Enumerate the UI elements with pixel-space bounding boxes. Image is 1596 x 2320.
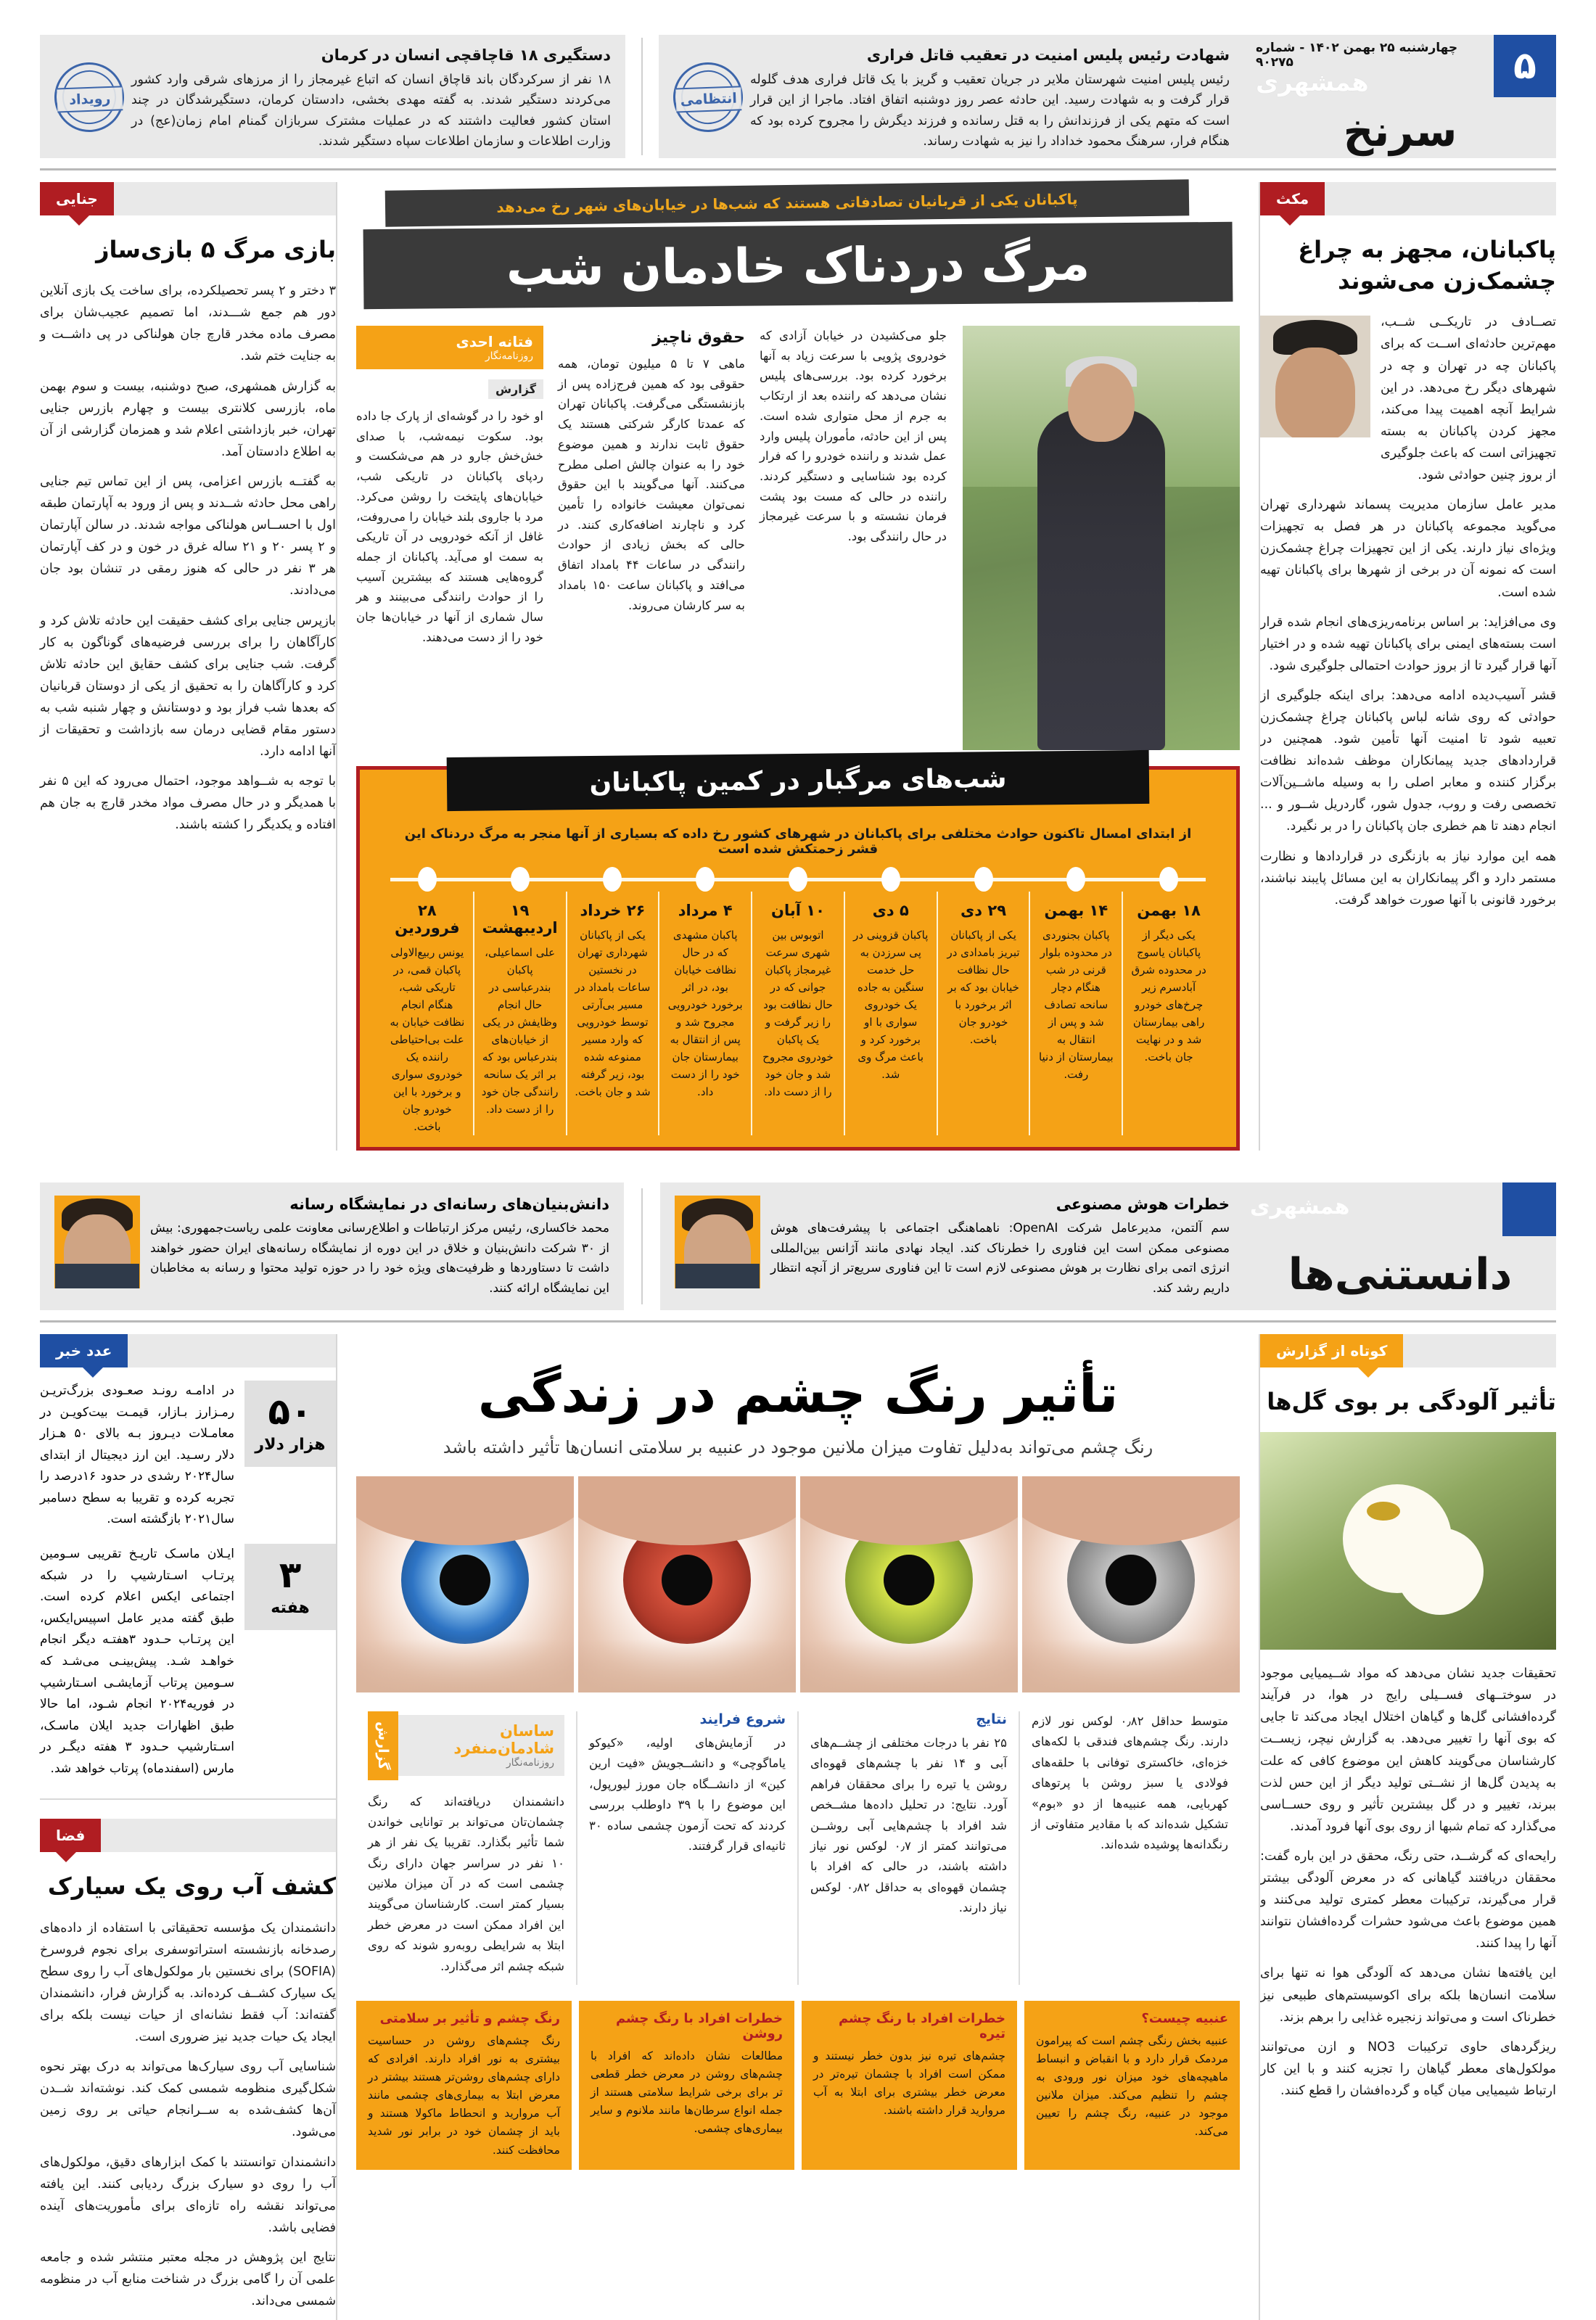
note-text: مطالعات نشان داده‌اند که افراد با چشم‌های روشن در معرض خطر قطعی تر برای برخی شرایط سلامتی هستند از جمله انواع سرطان‌ها مانند ملانوم و سایر بیماری‌های چشمی. <box>591 2049 783 2136</box>
paragraph: متوسط حداقل ۰٫۸۲ لوکس نور لازم دارند. رنگ چشم‌های فندقی با لکه‌های خزه‌ای، خاکستری توفانی با حلقه‌های فولادی یا سبز روشن با پرتوهای کهربایی، همه عنبیه‌ها از دو «بوم» تشکیل شده‌اند که با مقادیر متفاوتی از رنگدانه‌ها پوشیده شده‌اند. <box>1032 1714 1228 1852</box>
issue-line: چهارشنبه ۲۵ بهمن ۱۴۰۲ - شماره ۹۰۲۷۵ <box>1256 41 1458 70</box>
right-column <box>1260 182 1556 1151</box>
section-divider <box>40 1798 336 1800</box>
space-title: کشف آب روی یک سیارک <box>47 1872 336 1901</box>
pupil <box>440 1555 490 1605</box>
bottom-grid <box>40 1334 1556 2320</box>
hero-kicker-wrap <box>356 182 1240 224</box>
portrait-photo <box>1260 316 1370 437</box>
number-unit: هزار دلار <box>255 1436 326 1454</box>
paragraph: تحقیقات جدید نشان می‌دهد که مواد شــیمیایی موجود در سوختــهای فســیلی رایج در هوا، در فرآیند گرده‌افشانی گل‌ها و گیاهان اختلال ایجاد می‌کند تا جایی که بوی آنها را تغییر می‌دهد. به گزارش نیچر، زیســت کارشناسان می‌گویند کاهش این موضوع کافی که علت به پدیدن گل‌ها از نشــتی تولید دیگر از این حس لذت ببرند، تغییر و در گل بیشترین تأثیر و روی حســاسی می‌گذارد که تمام شبها از روی بوی آنها فرود آمدند. <box>1260 1666 1556 1834</box>
hero-headline-wrap <box>356 226 1240 311</box>
section-logo: سرنخ <box>1343 106 1457 156</box>
section-header-space <box>40 1819 336 1852</box>
main-grid <box>40 182 1556 1151</box>
note-title: رنگ چشم و تأثیر بر سلامتی <box>379 2010 560 2026</box>
paragraph: جلو می‌کشیدن در خیابان آزادی که خودروی پژویی با سرعت زیاد به آنها برخورد کرده بود. بررسی‌های پلیس نشان می‌دهد که راننده بعد از ارتکاب به جرم از محل متواری شده است. پس از این حادثه، مأموران پلیس وارد عمل شدند و راننده خودرو را که فرار کرده بود شناسایی و دستگیر کردند. راننده در حالی که مست بود پشت فرمان نشسته و با سرعت غیرمجاز در حال رانندگی بود. <box>760 329 947 544</box>
facts-news-divider <box>641 1188 643 1304</box>
pupil <box>884 1555 934 1605</box>
eye-article <box>337 1334 1259 2320</box>
top-bar <box>40 35 1556 158</box>
byline-tag: گزارش <box>488 379 543 399</box>
photo-head <box>1068 363 1135 442</box>
section-header-meks <box>1260 182 1556 215</box>
paragraph: قشر آسیب‌دیده ادامه می‌دهد: برای اینکه جلوگیری از حوادثی که روی شانه لباس پاکبانان چراغ چشمک‌زن تعبیه شود تا امنیت آنها تأمین شود. همچنین در قراردادهای جدید پیمانکاران موظف شده‌اند نظافت برگزار کننده و معابر اصلی را به وسیله ماشــین‌آلات تخصصی رفت و روب، جدول شور، گاردریل شــور و ... انجام دهند تا هم خطری جان پاکبانان را در بر نگیرد. <box>1260 688 1556 834</box>
number-badge <box>244 1544 336 1630</box>
portrait-photo <box>675 1196 760 1288</box>
flower-photo <box>1260 1432 1556 1650</box>
byline-box <box>356 326 543 369</box>
byline-role: روزنامه‌نگار <box>485 350 533 362</box>
eye-photo-green <box>800 1476 1018 1692</box>
bottom-right-body <box>1260 1663 1556 2102</box>
section-tag-label: فضا <box>40 1819 101 1852</box>
eye-col-1 <box>577 1711 799 1985</box>
top-news-item-0[interactable] <box>659 35 1244 158</box>
timeline-event <box>474 892 567 1135</box>
number-value: ۵۰ <box>268 1391 313 1433</box>
number-badge <box>244 1381 336 1467</box>
stamp-label: رویداد <box>57 86 123 112</box>
number-news-text: ایـلان ماسـک تاریـخ تقریبی سـومین پرتـاب اسـتارشیپ را در شبکه اجتماعی ایکس اعلام کرده است. طبق گفته مدیر عامل اسپیس‌ایکس، این پرتـاب حـدود ۳هفتـه دیگر انجام خواهـد شـد. پیش‌بینـی می‌شـد که سـومین پرتاب آزمایشـی اسـتارشیپ در فوریه۲۰۲۴ انجام شـود، اما حالا طبق اظهارات جدید ایلان ماسـک، اسـتارشیپ حـدود ۳ هفته دیگـر در مارس (اسفندماه) پرتاب خواهد شد. <box>40 1547 234 1776</box>
timeline-title: شب‌های مرگبار در کمین پاکبانان <box>447 750 1150 811</box>
hero-col-0 <box>760 326 947 750</box>
section-header-crime <box>40 182 336 215</box>
band-rule <box>40 1320 1556 1323</box>
top-news-item-1[interactable] <box>40 35 625 158</box>
masthead-right <box>1244 35 1488 96</box>
note-text: چشم‌های تیره نیز بدون خطر نیستند و ممکن است افراد با چشمان تیره‌تر در معرض خطر بیشتری برای ابتلا به آب مروارید قرار داشته باشند. <box>813 2049 1005 2118</box>
timeline-event <box>659 892 752 1135</box>
paragraph: دانشمندان توانستند با کمک ابزارهای دقیق، مولکول‌های آب را روی دو سیارک بزرگ ردیابی کنند. این یافته می‌تواند نقشه راه تازه‌ای برای مأموریت‌های آینده فضایی باشد. <box>40 2155 336 2235</box>
facts-paper-name: همشهری <box>1250 1194 1350 1219</box>
face-shape <box>1275 347 1355 437</box>
timeline-date: ۱۹ اردیبهشت <box>482 902 558 937</box>
paragraph: ۳ دختر و ۲ پسر تحصیلکرده، برای ساخت یک بازی آنلاین دور هم جمع شـــدند، اما تصمیم عجیب‌شان برای مصرف ماده مخدر قارچ جان هولناکی در پی داشــت و به جنایت ختم شد. <box>40 284 336 364</box>
right-column-title: پاکبانان، مجهز به چراغ چشمک‌زن می‌شوند <box>1298 236 1556 295</box>
section-tag-label: جنایی <box>40 182 114 215</box>
eye-col-0 <box>356 1711 577 1985</box>
facts-news-strip <box>40 1182 1244 1310</box>
event-stamp-icon <box>46 54 133 141</box>
note-text: رنگ چشم‌های روشن در حساسیت بیشتری به نور افراد دارند. افرادی که دارای چشم‌های روشن‌تر هستند بیشتر در معرض ابتلا به بیماری‌های چشمی مانند آب مروارید و انحطاط ماکولا هستند و باید از چشمان خود در برابر نور شدید محافظت کنند. <box>368 2033 560 2157</box>
eye-photo-red <box>578 1476 796 1692</box>
note-box-2 <box>802 2001 1017 2170</box>
timeline-date: ۱۸ بهمن <box>1137 902 1201 919</box>
paragraph: ماهی ۷ تا ۵ میلیون تومان، همه حقوقی بود که همین فرج‌زاده پس از بازنشستگی می‌گرفت. پاکبانان تهران که عمدتا کارگر شرکتی هستند یک حقوق ثابت ندارند و همین موضوع خود را به عنوان چالش اصلی مطرح می‌کنند. آنها می‌گویند با این حقوق نمی‌توان معیشت خانواده را تأمین کرد و ناچارند اضافه‌کاری کنند. در حالی که بخش زیادی از حوادث رانندگی در ساعات ۴۴ بامداد اتفاق می‌افتد و پاکبانان ساعت ۱۵۰ بامداد به سر کارشان می‌روند. <box>558 357 745 612</box>
timeline-event <box>1123 892 1214 1135</box>
timeline-dot-icon <box>511 867 530 892</box>
timeline-text: یکی از پاکبانان تبریز بامدادی در حال نظافت خیابان بود که بر اثر برخورد با خودرو جان باخت. <box>947 929 1020 1046</box>
timeline-event <box>382 892 474 1135</box>
note-title: خطرات افراد با رنگ چشم روشن <box>615 2010 783 2041</box>
eye-col-2 <box>799 1711 1020 1985</box>
timeline-title-wrap <box>360 763 1236 826</box>
timeline-panel <box>356 763 1240 1151</box>
paragraph: به گزارش همشهری، صبح دوشنبه، بیست و سوم بهمن ماه، بازرسی کلانتری بیست و چهارم بازرس جنایی تهران، خبر بازداشتی اعلام شد و همزمان گزارشی از آن به اطلاع دادستان آمد. <box>40 379 336 459</box>
column-divider <box>336 182 337 1151</box>
timeline-text: پاکبان قزوینی در پی سرزدن به حل خدمت سنگین به جاده یک خودروی سواری با او برخورد کرد و باعث مرگ وی شد. <box>853 929 929 1081</box>
timeline-date: ۵ دی <box>872 902 909 919</box>
report-author-role: روزنامه‌نگار <box>506 1757 554 1769</box>
eye-col-subhead: شروع فرایند <box>699 1711 786 1727</box>
timeline-dot-icon <box>974 867 993 892</box>
report-tag-label: گزارش <box>368 1711 398 1780</box>
shoulders-shape <box>675 1264 760 1288</box>
space-body <box>40 1917 336 2313</box>
column-divider <box>336 1334 337 2320</box>
paragraph: ریزگردهای حاوی ترکیبات NO3 و ازن می‌توانند مولکول‌های معطر گیاهان را تجزیه کنند و با این کار ارتباط شیمیایی میان گیاه و گرده‌افشان را قطع کنند. <box>1260 2039 1557 2098</box>
masthead-top <box>1244 35 1556 104</box>
left-column <box>40 182 336 1151</box>
eye-photo-blue <box>356 1476 574 1692</box>
timeline-text: یونس ربیع‌الاولی پاکبان قمی، در تاریکی شب، هنگام انجام نظافت خیابان به علت بی‌احتیاطی راننده یک خودروی سواری و برخورد با این خودرو جان باخت. <box>390 946 465 1133</box>
timeline-text: یکی از پاکبانان شهرداری تهران در نخستین ساعات بامداد در مسیر بی‌آرتی توسط خودرویی که وارد مسیر ممنوعه شده بود، زیر گرفته شد و جان باخت. <box>575 929 651 1098</box>
masthead-bottom <box>1244 104 1556 158</box>
pupil <box>1106 1555 1156 1605</box>
left-column-body <box>40 280 336 836</box>
section-band-facts <box>40 1182 1556 1310</box>
hero-kicker: پاکبانان یکی از قربانیان تصادفاتی هستند که شب‌ها در خیابان‌های شهر رخ می‌دهد <box>385 179 1190 226</box>
timeline-date: ۴ مرداد <box>678 902 733 919</box>
bottom-right-column <box>1260 1334 1556 2320</box>
page-number: ۵ <box>1494 35 1556 97</box>
section-tag-label: مکث <box>1260 182 1325 215</box>
eye-article-title: تأثیر رنگ چشم در زندگی <box>477 1363 1119 1424</box>
timeline-dot-icon <box>1159 867 1178 892</box>
eye-article-columns <box>356 1711 1240 1985</box>
timeline-event <box>752 892 845 1135</box>
timeline-event <box>938 892 1031 1135</box>
eyelashes <box>578 1639 796 1692</box>
top-news-title: شهادت رئیس پلیس امنیت در تعقیب قاتل فراری <box>866 46 1230 64</box>
hero-text-columns <box>356 326 947 750</box>
paragraph: شناسایی آب روی سیارک‌ها می‌تواند به درک بهتر نحوه شکل‌گیری منظومه شمسی کمک کند. نوشته‌اند شــدن آن‌ها کشف‌شده به ســرانجام حیاتی بر روی زمین می‌شود. <box>40 2060 336 2140</box>
eye-note-row <box>356 2001 1240 2170</box>
left-column-title: بازی مرگ ۵ بازی‌ساز <box>96 236 336 263</box>
paragraph: رایحه‌ای که گرشــد، حتی رنگ، محقق در این باره گفت: محققان دریافتند گیاهانی که در معرض آلودگی بیشتر قرار می‌گیرند، ترکیبات معطر کمتری تولید می‌کنند و همین موضوع باعث می‌شود حشرات گرده‌افشان نتوانند آنها را پیدا کنند. <box>1260 1848 1556 1951</box>
hero-col-2 <box>356 326 543 750</box>
paragraph: در آزمایش‌های اولیه، «کیوکو یاماگوچی» و دانشــجویش «فیت ارین کین» از دانشــگاه جان مورز لیورپول، این موضوع را با ۳۹ داوطلب بررسی کردند که تحت آزمون چشمی ساده ۳۰ ثانیه‌ای قرار گرفتند. <box>589 1736 786 1853</box>
section-tag-label: عدد خبر <box>40 1334 128 1367</box>
paragraph: نتایج این پژوهش در مجله معتبر منتشر شده و جامعه علمی آن را گامی بزرگ در شناخت منابع آب در منظومه شمسی می‌داند. <box>40 2250 336 2309</box>
number-news-text: در ادامـه رونـد صعـودی بزرگ‌تریـن رمـزارز بـازار، قیمـت بیت‌کویـن در معامـلات دیـروز بـه بالای ۵۰ هـزار دلار رسـید. این ارز دیجیتال از ابتدای سال۲۰۲۴ رشدی در حدود ۱۶درصد را تجربه کرده و تقریبا به سطح دسامبر سال۲۰۲۱ بازگشته است. <box>40 1383 234 1527</box>
timeline-text: یکی دیگر از پاکبانان یاسوج در محدوده شرق آبادسرم زیر چرخ‌های خودرو راهی بیمارستان شد و در نهایت جان باخت. <box>1131 929 1206 1064</box>
number-news-item-1 <box>40 1544 336 1780</box>
timeline-date: ۱۴ بهمن <box>1044 902 1108 919</box>
top-news-body: رئیس پلیس امنیت شهرستان ملایر در جریان تعقیب و گریز با یک قاتل فراری هدف گلوله قرار گرفت و به شهادت رسید. این حادثه عصر روز دوشنبه اتفاق افتاد. ماجرا از این قرار است که متهم یکی از فرزندانش را به قتل رسانده و فرزند دیگرش را مجروح کرده بود که هنگام فرار، سرهنگ محمود خداداد را نیز به شهادت رساند. <box>750 73 1230 149</box>
paragraph: دانشمندان یک مؤسسه تحقیقاتی با استفاده از داده‌های رصدخانه بازنشسته استراتوسفری برای نجوم فروسرخ (SOFIA) برای نخستین بار مولکول‌های آب را روی سطح یک سیارک کشــف کرده‌اند. به گزارش فرار، دانشمندان گفته‌اند: آب فقط نشانه‌ای از حیات نیست بلکه برای ایجاد یک حیات جدید نیز ضروری است. <box>40 1920 336 2045</box>
center-column <box>337 182 1259 1151</box>
stamp-label: انتظامی <box>675 86 741 112</box>
facts-news-item-1[interactable] <box>40 1182 624 1310</box>
paragraph: ۲۵ نفر با درجات مختلفی از چشــم‌های آبی و ۱۴ نفر با چشم‌های قهوه‌ای روشن یا تیره را برای محققان فراهم آورد. نتایج: در تحلیل داده‌ها مشــخص شد افراد با چشم‌هایی آبی روشــن می‌توانند کمتر از ۰٫۷ لوکس نور نیاز داشته باشند، در حالی که افراد با چشمان قهوه‌ای به حداقل ۰٫۸۲ لوکس نیاز دارند. <box>810 1736 1008 1914</box>
bee-icon <box>1367 1502 1400 1521</box>
timeline-text: پاکبان مشهدی که در حال نظافت خیابان بود، در اثر برخورد خودرویی مجروح شد و پس از انتقال به بیمارستان جان خود را از دست داد. <box>667 929 743 1098</box>
paper-name: همشهری <box>1256 68 1369 97</box>
facts-news-item-0[interactable] <box>660 1182 1244 1310</box>
bottom-right-title: تأثیر آلودگی بر بوی گل‌ها <box>1267 1388 1556 1415</box>
note-title: خطرات افراد با رنگ چشم تیره <box>838 2010 1005 2041</box>
paragraph: وی می‌افزاید: بر اساس برنامه‌ریزی‌های انجام شده قرار است بسته‌های ایمنی برای پاکبانان تهیه شده و در اختیار آنها قرار گیرد تا از بروز حوادث احتمالی جلوگیری شود. <box>1260 614 1556 673</box>
hero-headline: مرگ دردناک خادمان شب <box>363 222 1233 309</box>
paragraph: همه این موارد نیاز به بازنگری در قراردادها و نظارت مستمر دارد و اگر پیمانکاران به این مسائل پایبند نباشند، برخورد قانونی با آنها صورت خواهد گرفت. <box>1260 849 1556 908</box>
eye-col-3 <box>1020 1711 1240 1985</box>
note-title: عنبیه چیست؟ <box>1141 2010 1228 2026</box>
paragraph: این یافته‌ها نشان می‌دهد که آلودگی هوا نه تنها برای سلامت انسان‌ها بلکه برای اکوسیستم‌های طبیعی نیز خطرناک است و می‌تواند زنجیره غذایی را برهم بزند. <box>1260 1966 1556 2025</box>
timeline-date: ۲۸ فروردین <box>395 902 460 937</box>
timeline-dot-icon <box>881 867 900 892</box>
facts-news-title: خطرات هوش مصنوعی <box>1056 1196 1230 1213</box>
eye-photo-strip <box>356 1476 1240 1692</box>
paragraph: بازپرس جنایی برای کشف حقیقت این حادثه تلاش کرد و کارآگاهان را برای بررسی فرضیه‌های گوناگون به کار گرفت. شب جنایی برای کشف حقایق این حادثه تلاش کرد و کارآگاهان را به تحقیق از یکی از دوستان قربانیان که بعدها شب فراز بود و دوستانش و چهار شنبه شب به دستور مقام قضایی درمان سه بازداشت و تحقیقات از آنها ادامه دارد. <box>40 613 336 760</box>
shoulders-shape <box>55 1264 139 1288</box>
eye-col-subhead: نتایج <box>976 1711 1007 1727</box>
flower-petal <box>1396 1528 1484 1615</box>
report-byline <box>368 1711 564 1780</box>
section-header-short-report <box>1260 1334 1556 1367</box>
pupil <box>662 1555 712 1605</box>
timeline-text: اتوبوس بین شهری سرعت غیرمجاز پاکبان جوانی که در حال نظافت بود را زیر گرفت و یک پاکبان خودروی مجروح شد و جان خود را از دست داد. <box>762 929 834 1098</box>
section-header-number-news <box>40 1334 336 1367</box>
facts-news-body: محمد خاکساری، رئیس مرکز ارتباطات و اطلاع‌رسانی معاونت علمی ریاست‌جمهوری: بیش از ۳۰ شرکت دانش‌بنیان و خلاق در این دوره از نمایشگاه رسانه‌های ایران حضور خواهند داشت تا دستاوردها و ظرفیت‌های ویژه خود را در حوزه تولید محتوا و رسانه به مخاطبان این نمایشگاه ارائه کنند. <box>150 1221 609 1296</box>
timeline-dot-icon <box>418 867 437 892</box>
blue-square-logo <box>1502 1182 1556 1236</box>
note-box-3 <box>1024 2001 1240 2170</box>
hero-col-1 <box>558 326 745 750</box>
eye-photo-gray <box>1022 1476 1240 1692</box>
paragraph: مدیر عامل سازمان مدیریت پسماند شهرداری تهران می‌گوید مجموعه پاکبانان در هر فصل به تجهیزات ویژه‌ای نیاز دارند. یکی از این تجهیزات چراغ چشمک‌زن است که نمونه آن در برخی از شهرها برای پاکبانان تهیه شده است. <box>1260 498 1556 600</box>
top-news-divider <box>641 38 643 155</box>
top-news-strip <box>40 35 1244 158</box>
hero-sub-heading: حقوق ناچیز <box>652 329 745 347</box>
facts-masthead <box>1244 1182 1556 1310</box>
timeline-date: ۲۹ دی <box>961 902 1007 919</box>
timeline-text: علی اسماعیلی، پاکبان بندرعباسی در حال انجام وظایفش در یکی از خیابان‌های بندرعباس بود که بر اثر یک سانحه رانندگی جان خود را از دست داد. <box>481 946 559 1116</box>
eyelashes <box>800 1639 1018 1692</box>
paragraph: با توجه به شــواهد موجود، احتمال می‌رود که این ۵ نفر با همدیگر و در حال مصرف مواد مخدر قارچ به جان هم افتاده و یکدیگر را کشته باشند. <box>40 774 336 833</box>
hero-body <box>356 326 1240 750</box>
masthead <box>1244 35 1556 158</box>
portrait-photo <box>54 1196 140 1288</box>
timeline-dot-icon <box>789 867 807 892</box>
timeline-event <box>1030 892 1123 1135</box>
top-news-title: دستگیری ۱۸ قاچاقچی انسان در کرمان <box>321 46 611 64</box>
facts-news-body: سم آلتمن، مدیرعامل شرکت OpenAI: ناهماهنگی اجتماعی با پیشرفت‌های هوش مصنوعی ممکن است این فناوری را خطرناک کند. ایجاد نهادی مانند آژانس بین‌المللی انرژی اتمی برای نظارت بر هوش مصنوعی لازم است تا این فناوری سریع‌تر از آنچه انتظار داریم رشد کند. <box>770 1221 1230 1296</box>
eyelashes <box>1022 1639 1240 1692</box>
paragraph: او خود را در گوشه‌ای از پارک جا داده بود. سکوت نیمه‌شب، با صدای خش‌خش جارو در هم می‌شکست و ردپای پاکبانان در تاریکی شب، خیابان‌های پایتخت را روشن می‌کرد. مرد با جاروی بلند خیابان را می‌روفت، غافل از آنکه خودرویی در آن تاریکی به سمت او می‌آید. پاکبانان از جمله گروه‌هایی هستند که بیشترین آسیب را از حوادث رانندگی می‌بینند و هر سال شماری از آنها در خیابان‌ها جان خود را از دست می‌دهند. <box>356 409 543 644</box>
facts-masthead-bottom <box>1244 1239 1556 1310</box>
police-stamp-icon <box>665 54 752 141</box>
timeline-subtitle: از ابتدای امسال تاکنون حوادث مختلفی برای پاکبانان در شهرهای کشور رخ داده که بسیاری از آنها منجر به مرگ دردناک این قشر زحمتکش شده است <box>404 826 1192 857</box>
header-rule <box>40 168 1556 170</box>
timeline-date: ۲۶ خرداد <box>580 902 646 919</box>
report-author-name: ساسان شادمان‌منفرد <box>453 1722 554 1758</box>
hero-photo <box>963 326 1240 750</box>
timeline-items <box>360 892 1236 1135</box>
report-author-box <box>398 1715 564 1776</box>
facts-section-title: دانستنی‌ها <box>1288 1249 1513 1300</box>
note-box-0 <box>356 2001 572 2170</box>
section-tag-label: کوتاه از گزارش <box>1260 1334 1403 1367</box>
top-news-body: ۱۸ نفر از سرکردگان باند قاچاق انسان که اتباع غیرمجاز را از مرزهای شرقی وارد کشور می‌کردند دستگیر شدند. به گفته مهدی بخشی، دادستان کرمان، دستگیرشدگان در چند استان کشور فعالیت داشتند که در عملیات مشترک سربازان گمنام امام زمان(عج) در وزارت اطلاعات و سازمان اطلاعات سپاه دستگیر شدند. <box>131 73 611 149</box>
eyelashes <box>356 1639 574 1692</box>
number-unit: هفته <box>271 1599 310 1618</box>
photo-figure <box>1037 409 1165 750</box>
bottom-left-column <box>40 1334 336 2320</box>
number-value: ۳ <box>279 1554 302 1597</box>
newspaper-page <box>0 35 1596 2315</box>
number-news-item-0 <box>40 1381 336 1531</box>
timeline-text: پاکبان بجنوردی در محدوده بلوار قرنی در شب هنگام دچار سانحه تصادف شد و پس از انتقال به بیمارستان از دنیا رفت. <box>1038 929 1114 1081</box>
facts-news-title: دانش‌بنیان‌های رسانه‌ای در نمایشگاه رسانه <box>289 1196 609 1213</box>
note-text: عنبیه بخش رنگی چشم است که پیرامون مردمک قرار دارد و با انقباض و انبساط ماهیچه‌های خود میزان نور ورودی به چشم را تنظیم می‌کند. میزان ملانین موجود در عنبیه، رنگ چشم را تعیین می‌کند. <box>1036 2033 1228 2139</box>
timeline-event <box>567 892 660 1135</box>
timeline-event <box>845 892 938 1135</box>
byline-name: فتانه احدی <box>456 333 533 350</box>
paragraph: دانشمندان دریافته‌اند که رنگ چشمان‌تان می‌تواند بر توانایی خواندن شما تأثیر بگذارد. تقریبا یک نفر از هر ۱۰ نفر در سراسر جهان دارای رنگ چشمی است که در آن میزان ملانین بسیار کمتر است. کارشناسان می‌گویند این افراد ممکن است در معرض خطر ابتلا به شرایطی روبه‌رو شوند که روی شبکه چشم اثر می‌گذارد. <box>368 1794 564 1973</box>
paragraph: تصــادف در تاریکــی شــب، مهم‌ترین حادثه‌ای اســت که برای پاکبانان چه در تهران و چه در شهرهای دیگر رخ می‌دهد. در این شرایط آنچه اهمیت پیدا می‌کند، مجهز کردن پاکبانان به بسته تجهیزاتی است که باعث جلوگیری از بروز چنین حوادثی شود. <box>1381 315 1556 483</box>
note-box-1 <box>579 2001 794 2170</box>
facts-masthead-top <box>1244 1182 1556 1239</box>
eye-article-subtitle: رنگ چشم می‌تواند به‌دلیل تفاوت میزان ملانین موجود در عنبیه بر سلامتی انسان‌ها تأثیر داشته باشد <box>443 1437 1153 1457</box>
timeline-date: ۱۰ آبان <box>771 902 825 919</box>
paragraph: به گفتــه بازرس اعزامی، پس از این تماس تیم جنایی راهی محل حادثه شــدند و پس از ورود به آپارتمان طبقه اول با احســاس هولناکی مواجه شدند. در سالن آپارتمان و ۲ پسر ۲۰ و ۲۱ ساله غرق در خون و در کف آپارتمان هر ۳ نفر در حالی که هنوز رمقی در تنشان بود جان می‌دادند. <box>40 474 337 598</box>
